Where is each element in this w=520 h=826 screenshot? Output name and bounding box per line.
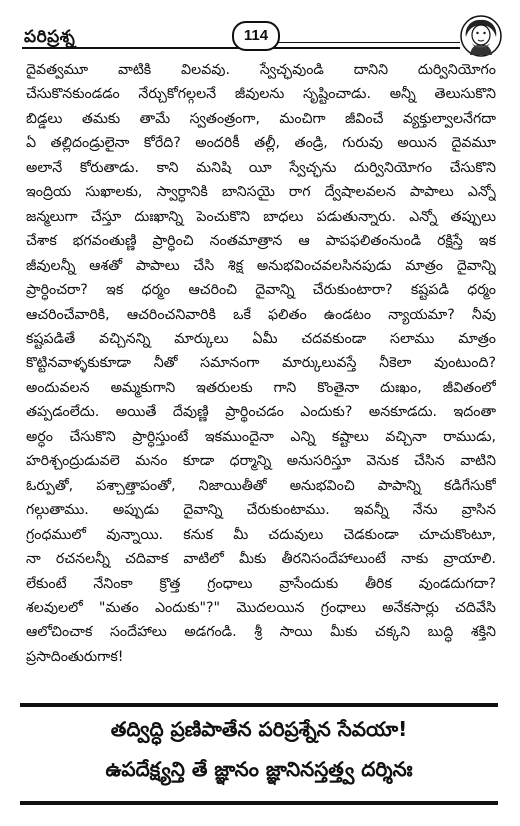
body-line: బిడ్డలు తమకు తామే స్వతంత్రంగా, మంచిగా జీవించే వ్యక్తుల్వాలనేగదా: [26, 110, 496, 127]
body-line: అర్ధం చేసుకొని ప్రార్ధిస్తుంటే ఇకముందైనా ఎన్ని కష్టాలు వచ్చినా రాముడు,: [26, 428, 496, 445]
body-line: అందువలన అమ్మకుగాని ఇతరులకు గాని కొంతైనా దుఃఖం, జీవితంలో: [26, 379, 496, 396]
body-line: జీవులన్నీ ఆశతో పాపాలు చేసి శిక్ష అనుభవించవలసినపుడు మాత్రం దైవాన్ని: [26, 257, 496, 274]
sloka-line-1: తద్విద్ధి ప్రణిపాతేన పరిప్రశ్నేన సేవయా!: [110, 717, 408, 741]
body-line: దైవత్వమూ వాటికి విలవవు. స్వేచ్ఛవుండి దానిని దుర్వినియోగం: [26, 62, 496, 78]
body-line: నా రచనలన్నీ చదివాక వాటిలో మీకు తీరనిసందేహాలుంటే నాకు వ్రాయాలి.: [26, 551, 496, 568]
header-rule-upper: [276, 42, 460, 43]
body-line: చేశాక భగవంతుణ్ణి ప్రార్ధించి నంతమాత్రాన ఆ పాపఫలితంనుండి రక్షిస్తే ఇక: [26, 233, 496, 250]
book-title: పరిప్రశ్న: [24, 27, 76, 47]
body-line: లేకుంటే నేనింకా క్రొత్త గ్రంధాలు వ్రాసేందుకు తీరిక వుండదుగదా?: [26, 575, 496, 592]
page-number: 114: [232, 21, 280, 51]
body-line: తప్పడంలేదు. అయితే దేవుణ్ణి ప్రార్థించడం ఎందుకు? అనకూడదు. ఇదంతా: [26, 404, 496, 421]
body-line: చేసుకొనకుండడం నేర్చుకోగల్గలనే జీవులను సృష్టించాడు. అన్నీ తెలుసుకొని: [26, 86, 496, 103]
body-line: హరిశ్చంద్రుడువలె మనం కూడా ధర్మాన్ని అనుసరిస్తూ వెనుక చేసిన వాటిని: [26, 453, 496, 470]
body-line: గ్రంధములో వున్నాయి. కనుక మీ చదువులు చెడకుండా చూచుకొంటూ,: [26, 526, 496, 543]
body-line: గల్గుతాము. అప్పుడు దైవాన్ని చేరుకుంటాము. ఇవన్నీ నేను వ్రాసిన: [26, 502, 496, 519]
body-line: ప్రార్ధించరా? ఇక ధర్మం ఆచరించి దైవాన్ని చేరుకుంటారా? కష్టపడి ధర్మం: [26, 282, 496, 299]
body-line: అలానే కోరుతాడు. కాని మనిషి యీ స్వేచ్ఛను దుర్వినియోగం చేసుకొని: [26, 159, 496, 176]
body-line: జన్మలుగా చేస్తూ దుఃఖాన్ని పెంచుకొని బాధలు పడుతున్నారు. ఎన్నో తప్పులు: [26, 208, 496, 225]
body-line: శలవులలో "మతం ఎందుకు"?" మొదలయిన గ్రంధాలు అనేకసార్లు చదివేసి: [26, 599, 496, 616]
body-paragraph: [26, 58, 496, 669]
sloka-line-2: ఉపదేక్ష్యన్తి తే జ్ఞానం జ్ఞానినస్తత్త్వ దర్శినః: [105, 757, 413, 781]
body-line: కష్టపడితే వచ్చినన్ని మార్కులు ఏమీ చదవకుండా సలాము మాత్రం: [26, 330, 496, 347]
page-header: [0, 0, 520, 56]
body-line: ఇంద్రియ సుఖాలకు, స్వార్ధానికి బానిసయై రాగ ద్వేషాలవలన పాపాలు ఎన్నో: [26, 184, 496, 201]
body-line: ఏ తల్లిదండ్రులైనా కోరేది? అందరికీ తల్లీ, తండ్రి, గురువు అయిన దైవమూ: [26, 135, 496, 152]
body-line: ఆచరించేవారికి, ఆచరించనివారికి ఒకే ఫలితం ఉండటం న్యాయమా? నీవు: [26, 306, 496, 323]
body-line: కొట్టినవాళ్ళకుకూడా నీతో సమానంగా మార్కులువస్తే నీకెలా వుంటుంది?: [26, 355, 496, 372]
author-portrait-icon: [460, 15, 502, 57]
body-line: ఆలోచించాక సందేహాలు అడగండి. శ్రీ సాయి మీకు చక్కని బుద్ధి శక్తిని: [26, 624, 496, 641]
sloka-box: [20, 703, 498, 805]
body-line: ఓర్పుతో, పశ్చాత్తాపంతో, నిజాయితీతో అనుభవించి పాపాన్ని కడిగేసుకో: [26, 477, 496, 494]
body-line: ప్రసాదింతురుగాక!: [26, 648, 124, 665]
